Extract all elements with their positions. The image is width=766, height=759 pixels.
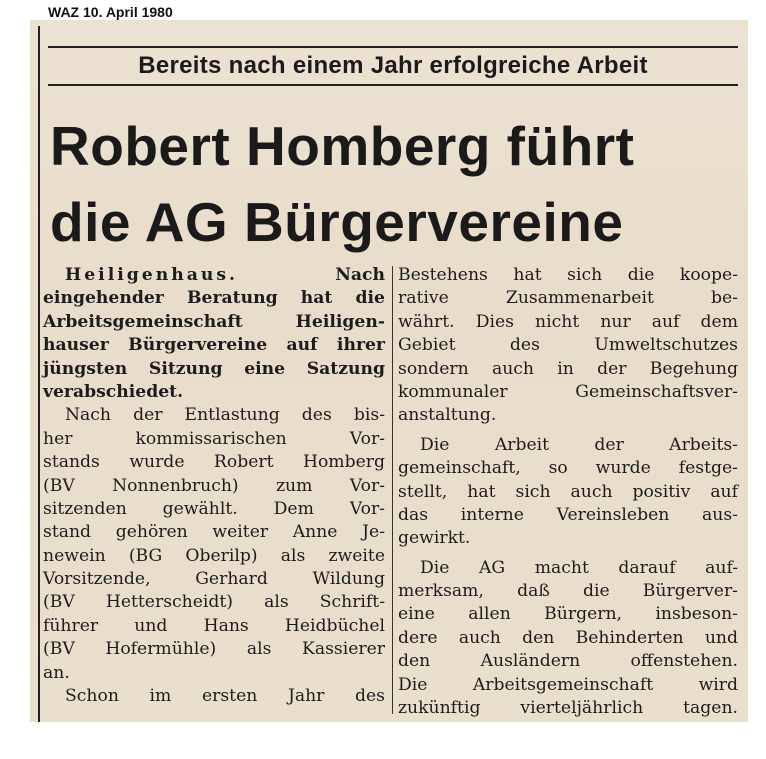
lead-line: eingehender Beratung hat die: [43, 288, 385, 309]
article-headline: [50, 108, 744, 260]
body-line: stands wurde Robert Homberg: [43, 452, 385, 473]
lead-line: hauser Bürgervereine auf ihrer: [43, 335, 385, 356]
article-kicker: Bereits nach einem Jahr erfolgreiche Arbeit: [48, 46, 738, 86]
body-line: her kommissarischen Vor-: [43, 428, 385, 449]
lead-line: verabschiedet.: [43, 381, 184, 402]
body-line: eine allen Bürgern, insbeson-: [398, 604, 738, 625]
body-line: zukünftig vierteljährlich tagen.: [398, 698, 738, 719]
body-line: gemeinschaft, so wurde festge-: [398, 458, 738, 479]
body-line: dere auch den Behinderten und: [398, 627, 738, 648]
body-line: an.: [43, 662, 70, 683]
lead-line: Arbeitsgemeinschaft Heiligen-: [43, 311, 385, 332]
body-line: sondern auch in der Begehung: [398, 358, 738, 379]
article: [38, 26, 746, 722]
body-line: kommunaler Gemeinschaftsver-: [398, 381, 738, 402]
column-divider: [392, 266, 393, 714]
body-line: Nach der Entlastung des bis-: [65, 405, 385, 426]
body-line: Bestehens hat sich die koope-: [398, 265, 738, 285]
body-line: Gebiet des Umweltschutzes: [398, 335, 738, 356]
lead-line: jüngsten Sitzung eine Satzung: [43, 358, 385, 379]
body-line: anstaltung.: [398, 405, 497, 426]
body-line: rative Zusammenarbeit be-: [398, 288, 738, 309]
headline-line-2: die AG Bürgervereine: [50, 191, 624, 253]
source-label: WAZ 10. April 1980: [48, 4, 173, 20]
body-line: newein (BG Oberilp) als zweite: [43, 545, 385, 566]
body-line: stand gehören weiter Anne Je-: [43, 522, 385, 543]
body-line: stellt, hat sich auch positiv auf: [398, 481, 738, 502]
body-line: gewirkt.: [398, 528, 471, 549]
body-line: den Ausländern offenstehen.: [398, 651, 738, 672]
body-line: merksam, daß die Bürgerver-: [398, 581, 738, 602]
article-column-right: [398, 264, 738, 720]
body-line: führer und Hans Heidbüchel: [43, 615, 385, 636]
lead-line: Heiligenhaus. Nach: [65, 265, 385, 285]
body-line: sitzenden gewählt. Dem Vor-: [43, 498, 385, 519]
body-line: (BV Hofermühle) als Kassierer: [43, 639, 385, 660]
body-line: Die Arbeit der Arbeits-: [420, 434, 738, 455]
body-line: (BV Nonnenbruch) zum Vor-: [43, 475, 385, 496]
body-line: währt. Dies nicht nur auf dem: [398, 311, 738, 332]
body-line: Vorsitzende, Gerhard Wildung: [43, 569, 385, 590]
headline-line-1: Robert Homberg führt: [50, 115, 635, 177]
body-line: Die AG macht darauf auf-: [420, 557, 738, 578]
body-line: Die Arbeitsgemeinschaft wird: [398, 674, 738, 695]
body-line: Schon im ersten Jahr des: [65, 686, 385, 707]
body-line: das interne Vereinsleben aus-: [398, 504, 738, 525]
article-column-left: [43, 264, 385, 708]
body-line: (BV Hetterscheidt) als Schrift-: [43, 592, 385, 613]
